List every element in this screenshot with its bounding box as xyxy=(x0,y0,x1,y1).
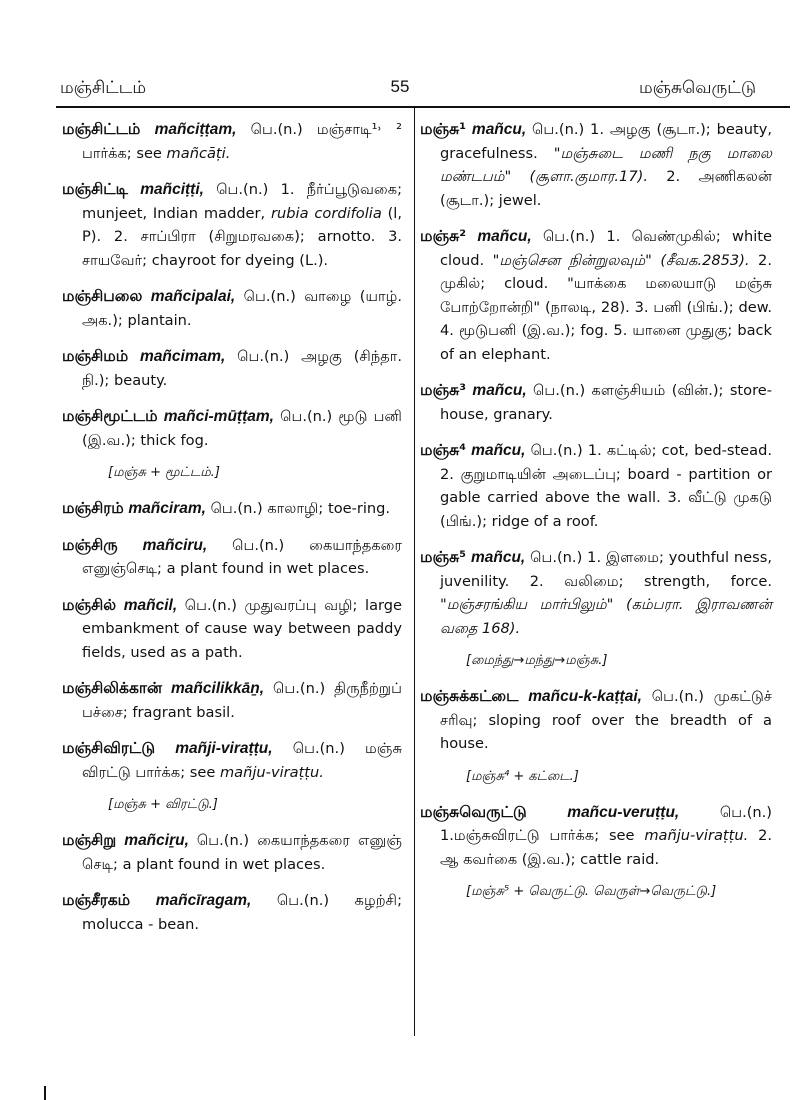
entry-definition: பெ.(n.) காலாழி; toe-ring. xyxy=(205,500,391,517)
entry-definition: பெ.(n.) 1. இளமை; youthful ness, juvenility. 2. வலிமை; strength, force. xyxy=(440,549,772,590)
entry-definition: பெ.(n.) வாழை (யாழ். அக.); plantain. xyxy=(82,288,402,329)
margin-mark xyxy=(44,1086,46,1100)
entry-definition-continued: (l, P). 2. சாப்பிரா (சிறுமரவகை); arnotto. 3. சாயவேர்; chayroot for dyeing (L.). xyxy=(82,204,403,269)
entry-transliteration: mañcīragam, xyxy=(155,892,252,909)
entry-definition: பெ.(n.) 1. நீர்ப்பூடுவகை; munjeet, Indian madder, xyxy=(82,181,402,222)
dictionary-entry xyxy=(420,685,772,756)
entry-headword: மஞ்சுக்கட்டை xyxy=(420,687,519,705)
entry-transliteration: mañji-viraṭṭu, xyxy=(175,740,273,757)
left-column xyxy=(62,118,402,949)
entry-transliteration: mañcu, xyxy=(470,549,526,566)
entry-headword: மஞ்சிவிரட்டு xyxy=(62,739,156,757)
entry-transliteration: mañcu, xyxy=(477,228,532,245)
entry-transliteration: mañcu, xyxy=(472,382,527,399)
dictionary-entry xyxy=(62,497,402,521)
entry-definition: பெ.(n.) முதுவரப்பு வழி; large embankment of cause way between paddy fields, used as a path. xyxy=(82,596,403,661)
entry-reference: "மஞ்சென நின்றுலவும்" (சீவக.2853). xyxy=(492,251,750,269)
entry-headword: மஞ்சீரகம் xyxy=(62,891,131,909)
dictionary-entry xyxy=(62,889,402,936)
entry-reference: rubia cordifolia xyxy=(271,204,382,222)
entry-definition: பெ.(n.) 1. வெண்முகில்; white cloud. xyxy=(440,228,773,269)
entry-transliteration: mañcil, xyxy=(123,596,178,614)
running-head-right: மஞ்சுவெருட்டு xyxy=(639,78,756,98)
entry-headword: மஞ்சில் xyxy=(62,595,117,614)
dictionary-entry xyxy=(62,118,402,165)
entry-definition-continued: 2. முகில்; cloud. "யாக்கை மலையாடு மஞ்சு போற்றோன்றி" (நாலடி, 28). 3. பனி (பிங்.); dew. 4. மூடுபனி (இ.வ.); fog. 5. யானை முதுகு; back of an elephant. xyxy=(440,251,772,363)
entry-definition: பெ.(n.) மஞ்சு விரட்டு பார்க்க; see xyxy=(82,740,402,781)
entry-transliteration: mañciṭṭi, xyxy=(140,181,204,198)
entry-transliteration: mañciṭṭam, xyxy=(154,121,237,138)
entry-reference: "மஞ்சுடை மணி நகு மாலை மண்டபம்" (சூளா.குமார.17). xyxy=(440,144,772,185)
page-number: 55 xyxy=(390,77,410,96)
dictionary-entry xyxy=(62,594,402,665)
entry-definition: பெ.(n.) 1. அழகு (சூடா.); beauty, gracefulness. xyxy=(440,121,772,162)
entry-transliteration: mañciṟu, xyxy=(124,832,189,849)
dictionary-entry xyxy=(62,345,402,392)
entry-headword: மஞ்சு⁵ xyxy=(420,548,467,566)
entry-reference: mañju-viraṭṭu. xyxy=(219,763,324,781)
dictionary-entry xyxy=(420,118,772,212)
entry-headword: மஞ்சிமூட்டம் xyxy=(62,407,158,425)
entry-definition: பெ.(n.) கையாந்தகரை எனுஞ்செடி; a plant found in wet places. xyxy=(82,536,403,577)
etymology-note: [மஞ்சு⁵ + வெருட்டு. வெருள்→வெருட்டு.] xyxy=(466,884,717,899)
dictionary-entry xyxy=(420,546,772,640)
entry-definition: பெ.(n.) திருநீற்றுப் பச்சை; fragrant basil. xyxy=(82,680,402,721)
entry-definition: பெ.(n.) 1.மஞ்சுவிரட்டு பார்க்க; see xyxy=(440,803,772,844)
dictionary-entry xyxy=(420,225,772,366)
entry-transliteration: mañcu-veruṭṭu, xyxy=(567,803,680,821)
dictionary-entry xyxy=(62,534,402,581)
entry-transliteration: mañci-mūṭṭam, xyxy=(163,408,274,425)
entry-definition: பெ.(n.) மூடு பனி (இ.வ.); thick fog. xyxy=(82,408,403,449)
entry-definition: பெ.(n.) கழற்சி; molucca - bean. xyxy=(82,892,402,933)
entry-headword: மஞ்சு² xyxy=(420,227,467,245)
entry-headword: மஞ்சிறு xyxy=(62,831,117,849)
entry-headword: மஞ்சுவெருட்டு xyxy=(420,802,527,821)
dictionary-entry xyxy=(62,405,402,452)
dictionary-entry xyxy=(62,178,402,272)
entry-transliteration: mañcilikkāṉ, xyxy=(171,680,265,697)
entry-transliteration: mañciru, xyxy=(142,536,208,554)
entry-reference: mañcāṭi. xyxy=(166,144,231,162)
entry-headword: மஞ்சு¹ xyxy=(420,120,467,138)
entry-transliteration: mañcimam, xyxy=(140,348,226,365)
entry-transliteration: mañciram, xyxy=(128,500,206,517)
entry-definition: பெ.(n.) களஞ்சியம் (வின்.); store-house, granary. xyxy=(440,382,773,423)
entry-transliteration: mañcu, xyxy=(471,121,527,138)
entry-headword: மஞ்சிபலை xyxy=(62,287,143,305)
right-column xyxy=(420,118,772,916)
entry-headword: மஞ்சிரு xyxy=(62,535,118,554)
etymology-note: [மஞ்சு + விரட்டு.] xyxy=(108,797,218,812)
entry-transliteration: mañcu, xyxy=(471,442,526,459)
entry-definition: பெ.(n.) முகட்டுச் சரிவு; sloping roof over the breadth of a house. xyxy=(440,688,773,752)
entry-headword: மஞ்சிலிக்கான் xyxy=(62,679,163,697)
dictionary-entry xyxy=(420,801,772,872)
entry-headword: மஞ்சு³ xyxy=(420,381,467,399)
entry-reference: mañju-viraṭṭu. xyxy=(644,827,749,844)
entry-headword: மஞ்சிட்டி xyxy=(62,180,128,198)
entry-transliteration: mañcipalai, xyxy=(150,288,236,305)
dictionary-entry xyxy=(62,737,402,784)
dictionary-entry xyxy=(62,285,402,332)
entry-headword: மஞ்சு⁴ xyxy=(420,441,467,459)
entry-reference: "மஞ்சரங்கிய மார்பிலும்" (கம்பரா. இராவணன் வதை 168). xyxy=(440,596,772,637)
dictionary-entry xyxy=(62,677,402,724)
dictionary-entry xyxy=(420,439,772,533)
etymology-note: [மஞ்சு + மூட்டம்.] xyxy=(108,465,220,480)
entry-definition: பெ.(n.) அழகு (சிந்தா. நி.); beauty. xyxy=(82,348,402,389)
entry-definition-continued: 2. ஆ கவர்கை (இ.வ.); cattle raid. xyxy=(440,827,772,868)
entry-headword: மஞ்சிட்டம் xyxy=(62,120,141,138)
entry-transliteration: mañcu-k-kaṭṭai, xyxy=(528,688,642,705)
dictionary-entry xyxy=(62,829,402,876)
entry-definition: பெ.(n.) கையாந்தகரை எனுஞ் செடி; a plant found in wet places. xyxy=(82,832,402,873)
running-head-left: மஞ்சிட்டம் xyxy=(60,78,146,98)
entry-headword: மஞ்சிமம் xyxy=(62,347,129,365)
entry-headword: மஞ்சிரம் xyxy=(62,499,124,517)
entry-definition: பெ.(n.) மஞ்சாடி¹˒ ² பார்க்க; see xyxy=(82,121,402,162)
header-rule xyxy=(56,106,790,108)
etymology-note: [மைந்து→மந்து→மஞ்சு.] xyxy=(466,653,608,668)
column-divider xyxy=(414,108,415,1036)
etymology-note: [மஞ்சு⁴ + கட்டை.] xyxy=(466,768,579,784)
entry-definition-continued: 2. அணிகலன் (சூடா.); jewel. xyxy=(440,168,772,209)
entry-definition: பெ.(n.) 1. கட்டில்; cot, bed-stead. 2. குறுமாடியின் அடைப்பு; board - partition or gable carried above the wall. 3. வீட்டு முகடு (பிங்.); ridge of a roof. xyxy=(440,442,772,530)
dictionary-entry xyxy=(420,379,772,426)
